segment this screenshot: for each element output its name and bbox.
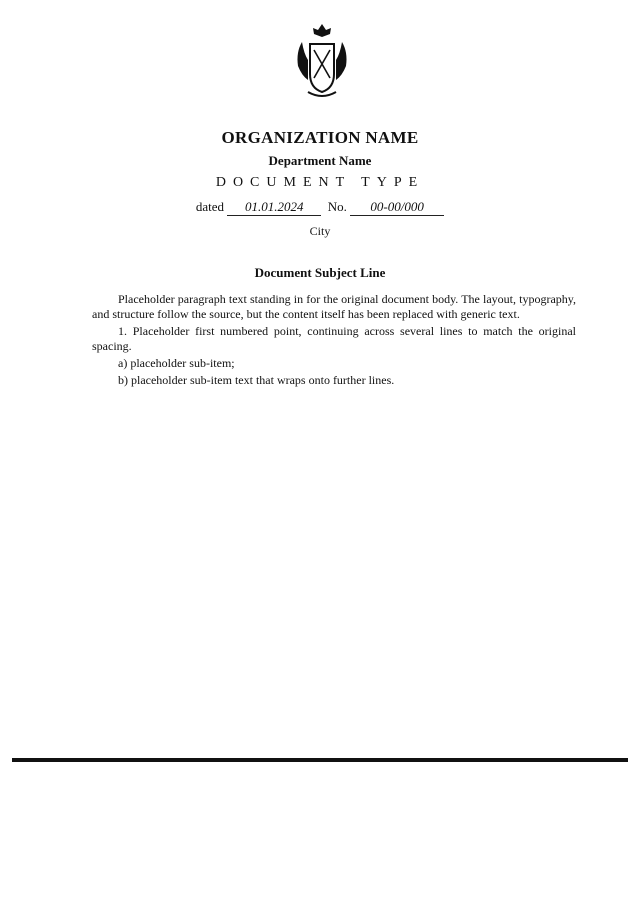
- organization-title: ORGANIZATION NAME: [221, 128, 419, 147]
- coat-of-arms-icon: [294, 22, 350, 102]
- date-number-line: [0, 199, 640, 216]
- date-label: dated: [195, 199, 224, 214]
- department-name: Department Name: [268, 153, 372, 168]
- city: City: [309, 224, 331, 238]
- body-paragraph: 1. Placeholder first numbered point, continuing across several lines to match the original spacing.: [92, 324, 576, 353]
- number-value: 00-00/000: [350, 199, 444, 216]
- document-subject: Document Subject Line: [254, 265, 386, 280]
- date-value: 01.01.2024: [227, 199, 321, 216]
- document-type: DOCUMENT TYPE: [215, 175, 425, 190]
- body-paragraph: b) placeholder sub-item text that wraps onto further lines.: [118, 373, 395, 387]
- page-bottom-rule: [12, 758, 628, 762]
- number-label: No.: [327, 199, 347, 214]
- body-paragraph: a) placeholder sub-item;: [118, 356, 235, 370]
- body-paragraph: Placeholder paragraph text standing in for the original document body. The layout, typography, and structure follow the source, but the content itself has been replaced with generic text.: [92, 292, 576, 321]
- document-body: [92, 292, 576, 390]
